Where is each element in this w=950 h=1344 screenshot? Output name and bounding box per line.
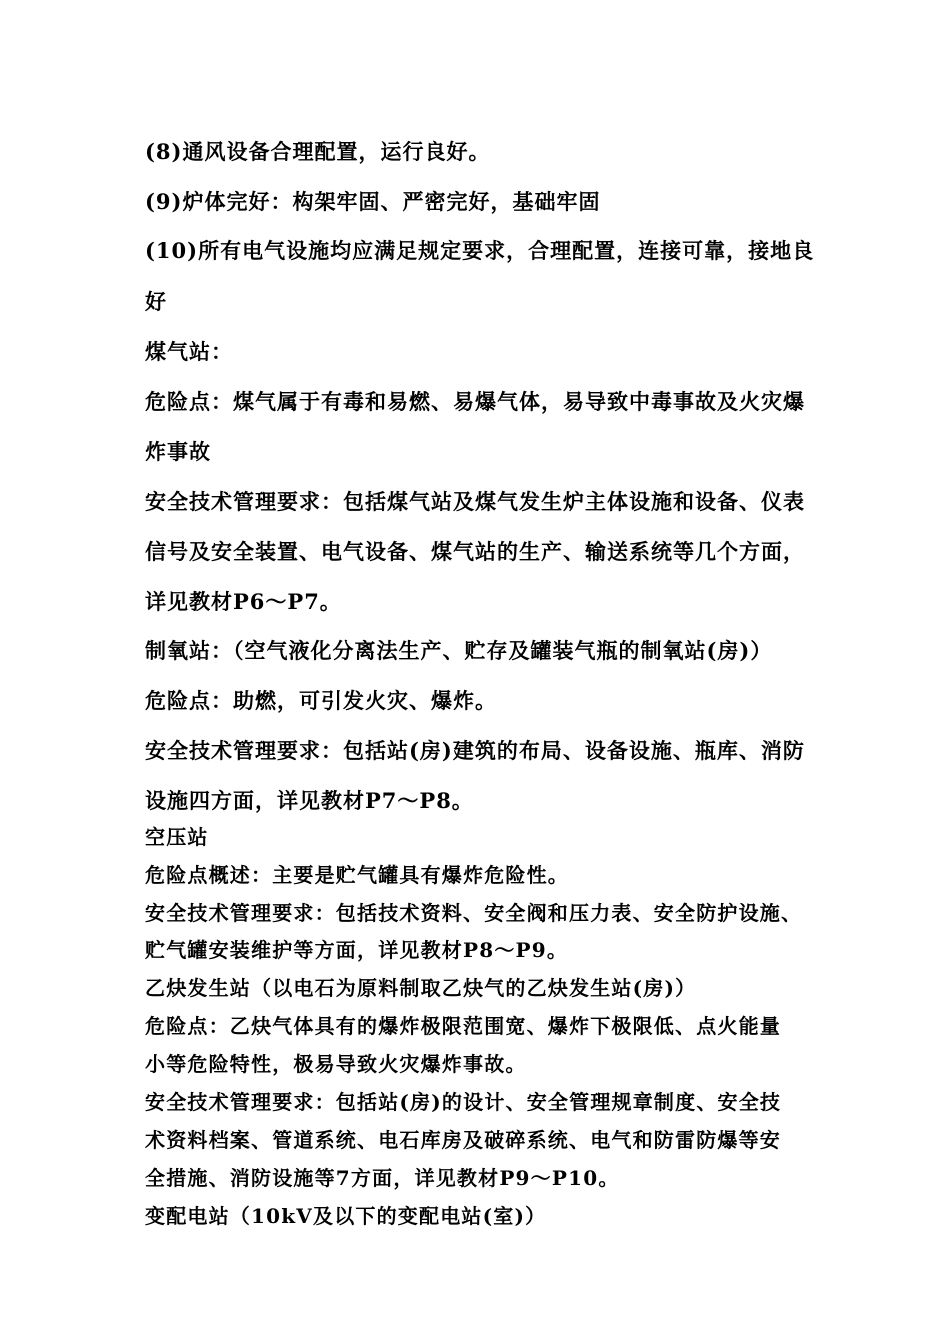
text-line: 安全技术管理要求：包括煤气站及煤气发生炉主体设施和设备、仪表 (145, 489, 805, 514)
text-line: (10)所有电气设施均应满足规定要求，合理配置，连接可靠，接地良 (145, 238, 815, 263)
text-line: 设施四方面，详见教材P7～P8。 (145, 788, 474, 813)
text-line: 空压站 (145, 825, 209, 849)
text-line: 危险点概述：主要是贮气罐具有爆炸危险性。 (145, 863, 569, 887)
text-line: 贮气罐安装维护等方面，详见教材P8～P9。 (145, 938, 569, 962)
text-line: 安全技术管理要求：包括技术资料、安全阀和压力表、安全防护设施、 (145, 901, 803, 925)
text-line: (8)通风设备合理配置，运行良好。 (145, 139, 491, 164)
text-line: 安全技术管理要求：包括站(房)的设计、安全管理规章制度、安全技 (145, 1090, 782, 1114)
text-line: 小等危险特性，极易导致火灾爆炸事故。 (145, 1052, 527, 1076)
text-line: 变配电站（10kV及以下的变配电站(室)） (145, 1204, 547, 1228)
text-line: 全措施、消防设施等7方面，详见教材P9～P10。 (145, 1166, 620, 1190)
text-line: 制氧站：（空气液化分离法生产、贮存及罐装气瓶的制氧站(房)） (145, 638, 773, 663)
text-line: 安全技术管理要求：包括站(房)建筑的布局、设备设施、瓶库、消防 (145, 738, 805, 763)
text-line: 危险点：助燃，可引发火灾、爆炸。 (145, 688, 497, 713)
text-line: 危险点：乙炔气体具有的爆炸极限范围宽、爆炸下极限低、点火能量 (145, 1014, 781, 1038)
text-line: 术资料档案、管道系统、电石库房及破碎系统、电气和防雷防爆等安 (145, 1128, 781, 1152)
text-line: 好 (145, 289, 167, 314)
text-line: 煤气站： (145, 339, 233, 364)
text-line: 信号及安全装置、电气设备、煤气站的生产、输送系统等几个方面， (145, 539, 805, 564)
text-line: (9)炉体完好：构架牢固、严密完好，基础牢固 (145, 189, 601, 214)
text-line: 炸事故 (145, 439, 211, 464)
text-line: 详见教材P6～P7。 (145, 589, 342, 614)
text-line: 乙炔发生站（以电石为原料制取乙炔气的乙炔发生站(房)） (145, 976, 697, 1000)
text-line: 危险点：煤气属于有毒和易燃、易爆气体，易导致中毒事故及火灾爆 (145, 389, 805, 414)
